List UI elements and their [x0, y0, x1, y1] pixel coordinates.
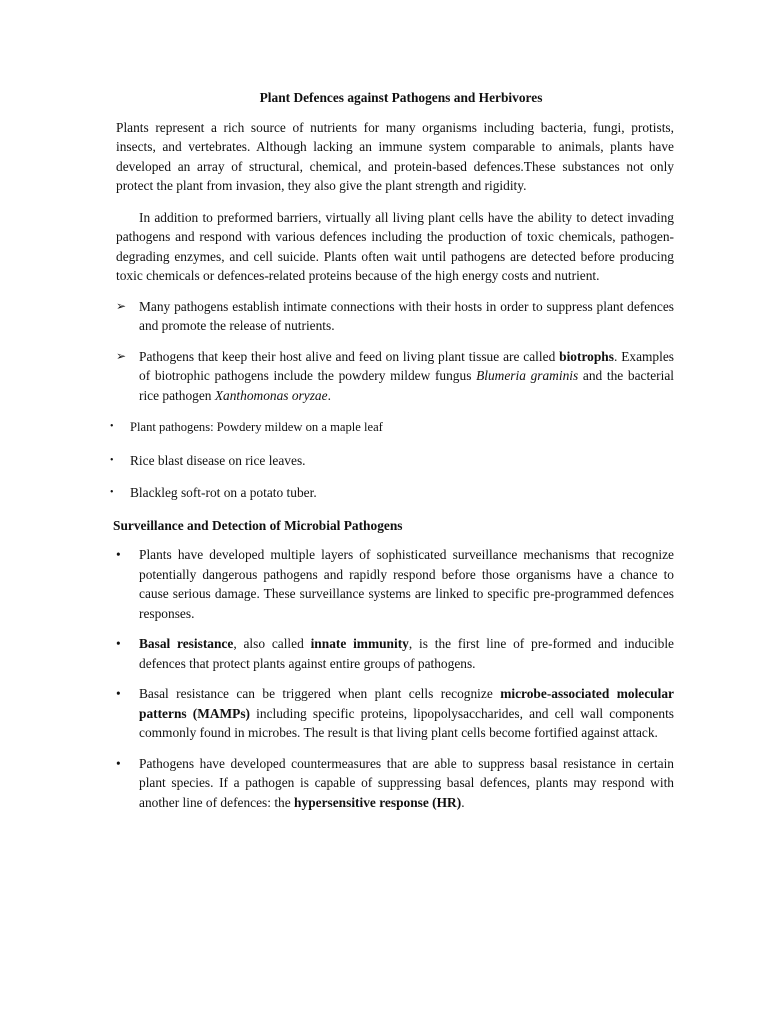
- list-item-text: .: [461, 794, 465, 810]
- bullet-icon: •: [116, 755, 121, 771]
- biotrophs-term: biotrophs: [559, 348, 614, 364]
- list-item-text: , also called: [233, 636, 311, 651]
- arrow-item-text: Pathogens that keep their host alive and feed on living plant tissue are called: [139, 348, 560, 364]
- arrow-item-text: and the bacterial rice pathogen: [139, 368, 674, 403]
- intro-paragraph: Plants represent a rich source of nutrients for many organisms including bacteria, fungi, protists, insects, and vertebrates. Although lacking an immune system comparable to animals, plants have developed an array of structural, chemical, and protein-based defences.These substances not only protect the plant from invasion, they also give the plant strength and rigidity.: [116, 119, 674, 193]
- list-item-text: including specific proteins, lipopolysaccharides, and cell wall components commonly found in microbes. The result is that living plant cells become fortified against attack.: [139, 705, 674, 740]
- barriers-paragraph: In addition to preformed barriers, virtually all living plant cells have the ability to detect invading pathogens and respond with various defences including the production of toxic chemicals, pathogen-degrading enzymes, and cell suicide. Plants often wait until pathogens are detected before producing toxic chemicals or defences-related proteins because of the high energy costs and nutrient.: [116, 209, 674, 283]
- bullet-icon: •: [116, 636, 121, 651]
- mamps-term: microbe-associated molecular patterns (MAMPs): [139, 686, 674, 721]
- list-item: [116, 545, 674, 623]
- arrow-list-item: [116, 347, 674, 406]
- arrow-item-text: Many pathogens establish intimate connections with their hosts in order to suppress plant defences and promote the release of nutrients.: [139, 298, 674, 333]
- basal-resistance-term: Basal resistance: [139, 636, 234, 651]
- arrow-item-text: .: [327, 387, 331, 403]
- list-item-text: Blackleg soft-rot on a potato tuber.: [130, 485, 317, 500]
- bullet-icon: •: [110, 487, 114, 498]
- list-item: [116, 754, 674, 813]
- list-item: [110, 483, 674, 503]
- list-item-text: Rice blast disease on rice leaves.: [130, 452, 306, 468]
- hypersensitive-response-term: hypersensitive response (HR): [294, 794, 462, 810]
- surveillance-list: [116, 545, 674, 812]
- species-name: Xanthomonas oryzae: [214, 387, 328, 403]
- list-item: [110, 417, 674, 438]
- arrow-bullet-icon: ➢: [116, 298, 127, 313]
- arrow-item-text: . Examples of biotrophic pathogens include the powdery mildew fungus: [139, 348, 674, 383]
- innate-immunity-term: innate immunity: [310, 636, 409, 651]
- bullet-icon: •: [110, 454, 114, 466]
- list-item-text: , is the first line of pre-formed and inducible defences that protect plants against entire groups of pathogens.: [139, 636, 674, 671]
- list-item-text: Basal resistance can be triggered when plant cells recognize: [139, 686, 501, 701]
- document-body: [110, 88, 674, 823]
- list-item-text: Plant pathogens: Powdery mildew on a maple leaf: [130, 420, 383, 434]
- examples-list: [110, 417, 674, 503]
- arrow-bullet-icon: ➢: [116, 348, 127, 363]
- bullet-icon: •: [116, 547, 121, 562]
- list-item-text: Pathogens have developed countermeasures that are able to suppress basal resistance in certain plant species. If a pathogen is capable of suppressing basal defences, plants may respond with another line of defences: the: [139, 755, 674, 810]
- list-item-text: Plants have developed multiple layers of sophisticated surveillance mechanisms that recognize potentially dangerous pathogens and rapidly respond before those organisms have a chance to cause serious damage. These surveillance systems are linked to specific pre-programmed defences responses.: [139, 547, 674, 621]
- bullet-icon: •: [110, 421, 114, 432]
- list-item: [110, 451, 674, 471]
- species-name: Blumeria graminis: [476, 368, 579, 383]
- list-item: [116, 684, 674, 743]
- list-item: [116, 634, 674, 673]
- page-title: Plant Defences against Pathogens and Herbivores: [259, 90, 543, 105]
- section-heading: Surveillance and Detection of Microbial Pathogens: [113, 517, 403, 533]
- bullet-icon: •: [116, 686, 121, 701]
- arrow-list-item: [116, 297, 674, 336]
